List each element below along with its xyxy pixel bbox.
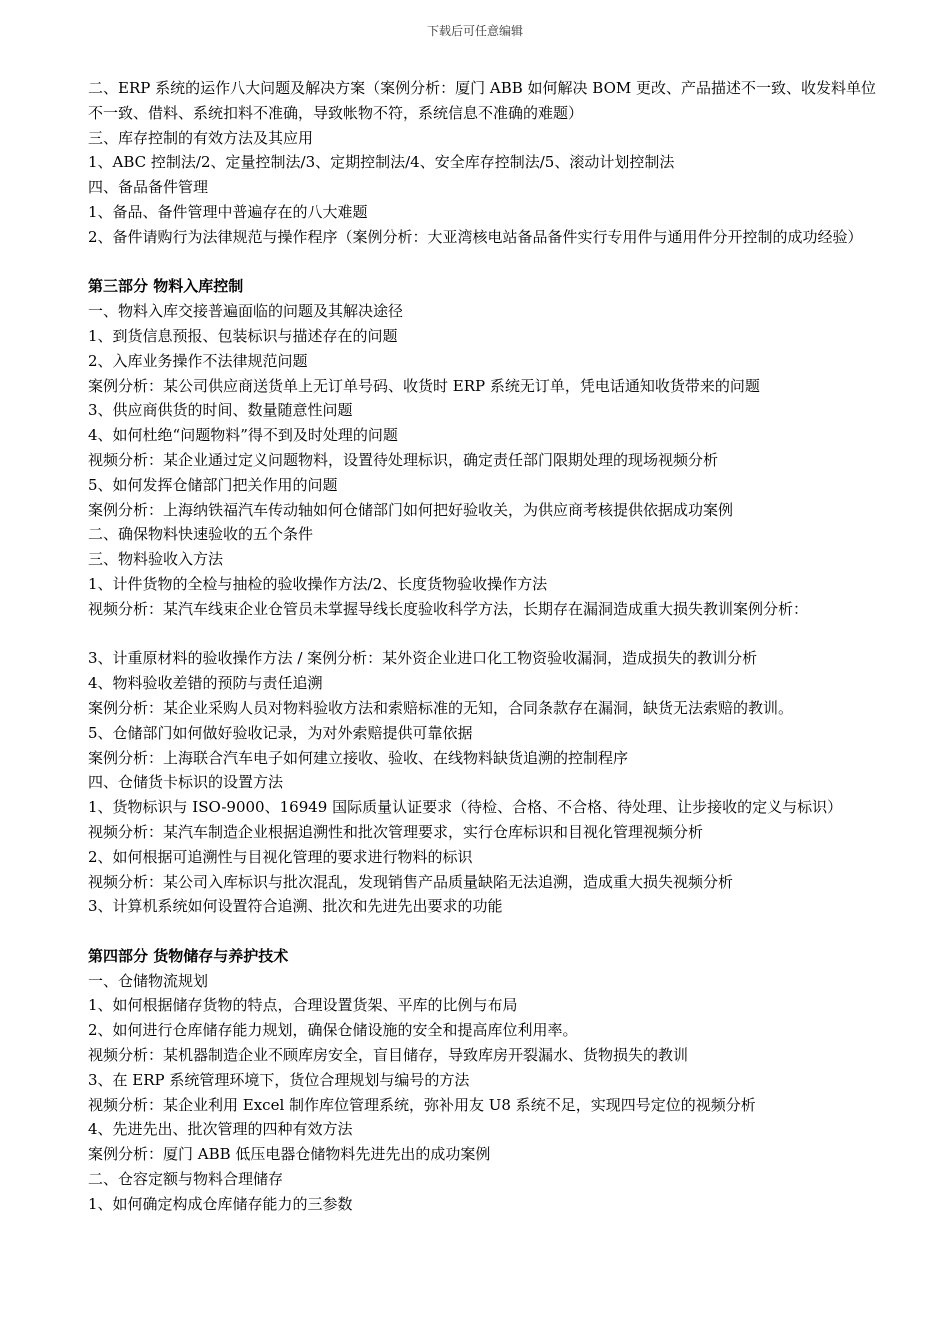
section-heading: 第四部分 货物储存与养护技术 (88, 946, 289, 965)
blank-line (88, 250, 890, 275)
section-heading: 第三部分 物料入库控制 (88, 277, 244, 296)
text-line: 3、在 ERP 系统管理环境下，货位合理规划与编号的方法 (88, 1070, 470, 1089)
blank-line (88, 919, 890, 944)
text-line: 1、ABC 控制法/2、定量控制法/3、定期控制法/4、安全库存控制法/5、滚动计划控制法 (88, 153, 675, 172)
text-line: 3、计算机系统如何设置符合追溯、批次和先进先出要求的功能 (88, 897, 503, 916)
text-line: 案例分析：某公司供应商送货单上无订单号码、收货时 ERP 系统无订单，凭电话通知收货带来的问题 (88, 376, 760, 395)
text-line: 4、如何杜绝“问题物料”得不到及时处理的问题 (88, 426, 398, 445)
text-line: 视频分析：某机器制造企业不顾库房安全，盲目储存，导致库房开裂漏水、货物损失的教训 (88, 1046, 689, 1065)
text-line: 一、物料入库交接普遍面临的问题及其解决途径 (88, 302, 404, 321)
text-line: 视频分析：某企业利用 Excel 制作库位管理系统，弥补用友 U8 系统不足，实现四号定位的视频分析 (88, 1095, 756, 1114)
document-body (88, 76, 890, 1217)
text-line: 2、备件请购行为法律规范与操作程序（案例分析：大亚湾核电站备品备件实行专用件与通用件分开控制的成功经验） (88, 227, 863, 246)
text-line: 视频分析：某汽车制造企业根据追溯性和批次管理要求，实行仓库标识和目视化管理视频分析 (88, 822, 704, 841)
text-line: 4、物料验收差错的预防与责任追溯 (88, 674, 323, 693)
text-line: 5、如何发挥仓储部门把关作用的问题 (88, 475, 338, 494)
text-line: 5、仓储部门如何做好验收记录，为对外索赔提供可靠依据 (88, 723, 473, 742)
blank-line (88, 622, 890, 647)
text-line: 2、如何进行仓库储存能力规划，确保仓储设施的安全和提高库位利用率。 (88, 1021, 578, 1040)
text-line: 三、库存控制的有效方法及其应用 (88, 128, 314, 147)
text-line: 案例分析：厦门 ABB 低压电器仓储物料先进先出的成功案例 (88, 1145, 491, 1164)
page-header: 下载后可任意编辑 (426, 24, 523, 38)
text-line: 案例分析：某企业采购人员对物料验收方法和索赔标准的无知，合同条款存在漏洞，缺货无法索赔的教训。 (88, 698, 794, 717)
text-line: 1、如何确定构成仓库储存能力的三参数 (88, 1194, 353, 1213)
text-line: 4、先进先出、批次管理的四种有效方法 (88, 1120, 353, 1139)
text-line: 3、计重原材料的验收操作方法 / 案例分析：某外资企业进口化工物资验收漏洞，造成损失的教训分析 (88, 649, 758, 668)
text-line: 视频分析：某企业通过定义问题物料，设置待处理标识，确定责任部门限期处理的现场视频分析 (88, 450, 719, 469)
text-line: 三、物料验收入方法 (88, 550, 224, 569)
text-line: 四、备品备件管理 (88, 178, 209, 197)
text-line: 1、备品、备件管理中普遍存在的八大难题 (88, 202, 368, 221)
text-line: 3、供应商供货的时间、数量随意性问题 (88, 401, 353, 420)
text-line: 二、ERP 系统的运作八大问题及解决方案（案例分析：厦门 ABB 如何解决 BOM 更改、产品描述不一致、收发料单位不一致、借料、系统扣料不准确，导致帐物不符，系统信息不准确的难题） (88, 79, 877, 122)
text-line: 案例分析：上海联合汽车电子如何建立接收、验收、在线物料缺货追溯的控制程序 (88, 748, 629, 767)
text-line: 一、仓储物流规划 (88, 971, 209, 990)
text-line: 二、仓容定额与物料合理储存 (88, 1170, 284, 1189)
text-line: 四、仓储货卡标识的设置方法 (88, 773, 284, 792)
text-line: 1、如何根据储存货物的特点，合理设置货架、平库的比例与布局 (88, 996, 518, 1015)
text-line: 视频分析：某汽车线束企业仓管员未掌握导线长度验收科学方法，长期存在漏洞造成重大损失教训案例分析： (88, 599, 809, 618)
text-line: 2、入库业务操作不法律规范问题 (88, 351, 308, 370)
text-line: 2、如何根据可追溯性与目视化管理的要求进行物料的标识 (88, 847, 473, 866)
text-line: 视频分析：某公司入库标识与批次混乱，发现销售产品质量缺陷无法追溯，造成重大损失视频分析 (88, 872, 734, 891)
text-line: 1、到货信息预报、包装标识与描述存在的问题 (88, 326, 398, 345)
text-line: 二、确保物料快速验收的五个条件 (88, 525, 314, 544)
text-line: 1、计件货物的全检与抽检的验收操作方法/2、长度货物验收操作方法 (88, 574, 548, 593)
text-line: 1、货物标识与 ISO-9000、16949 国际质量认证要求（待检、合格、不合格、待处理、让步接收的定义与标识） (88, 798, 843, 817)
text-line: 案例分析：上海纳铁福汽车传动轴如何仓储部门如何把好验收关，为供应商考核提供依据成功案例 (88, 500, 734, 519)
